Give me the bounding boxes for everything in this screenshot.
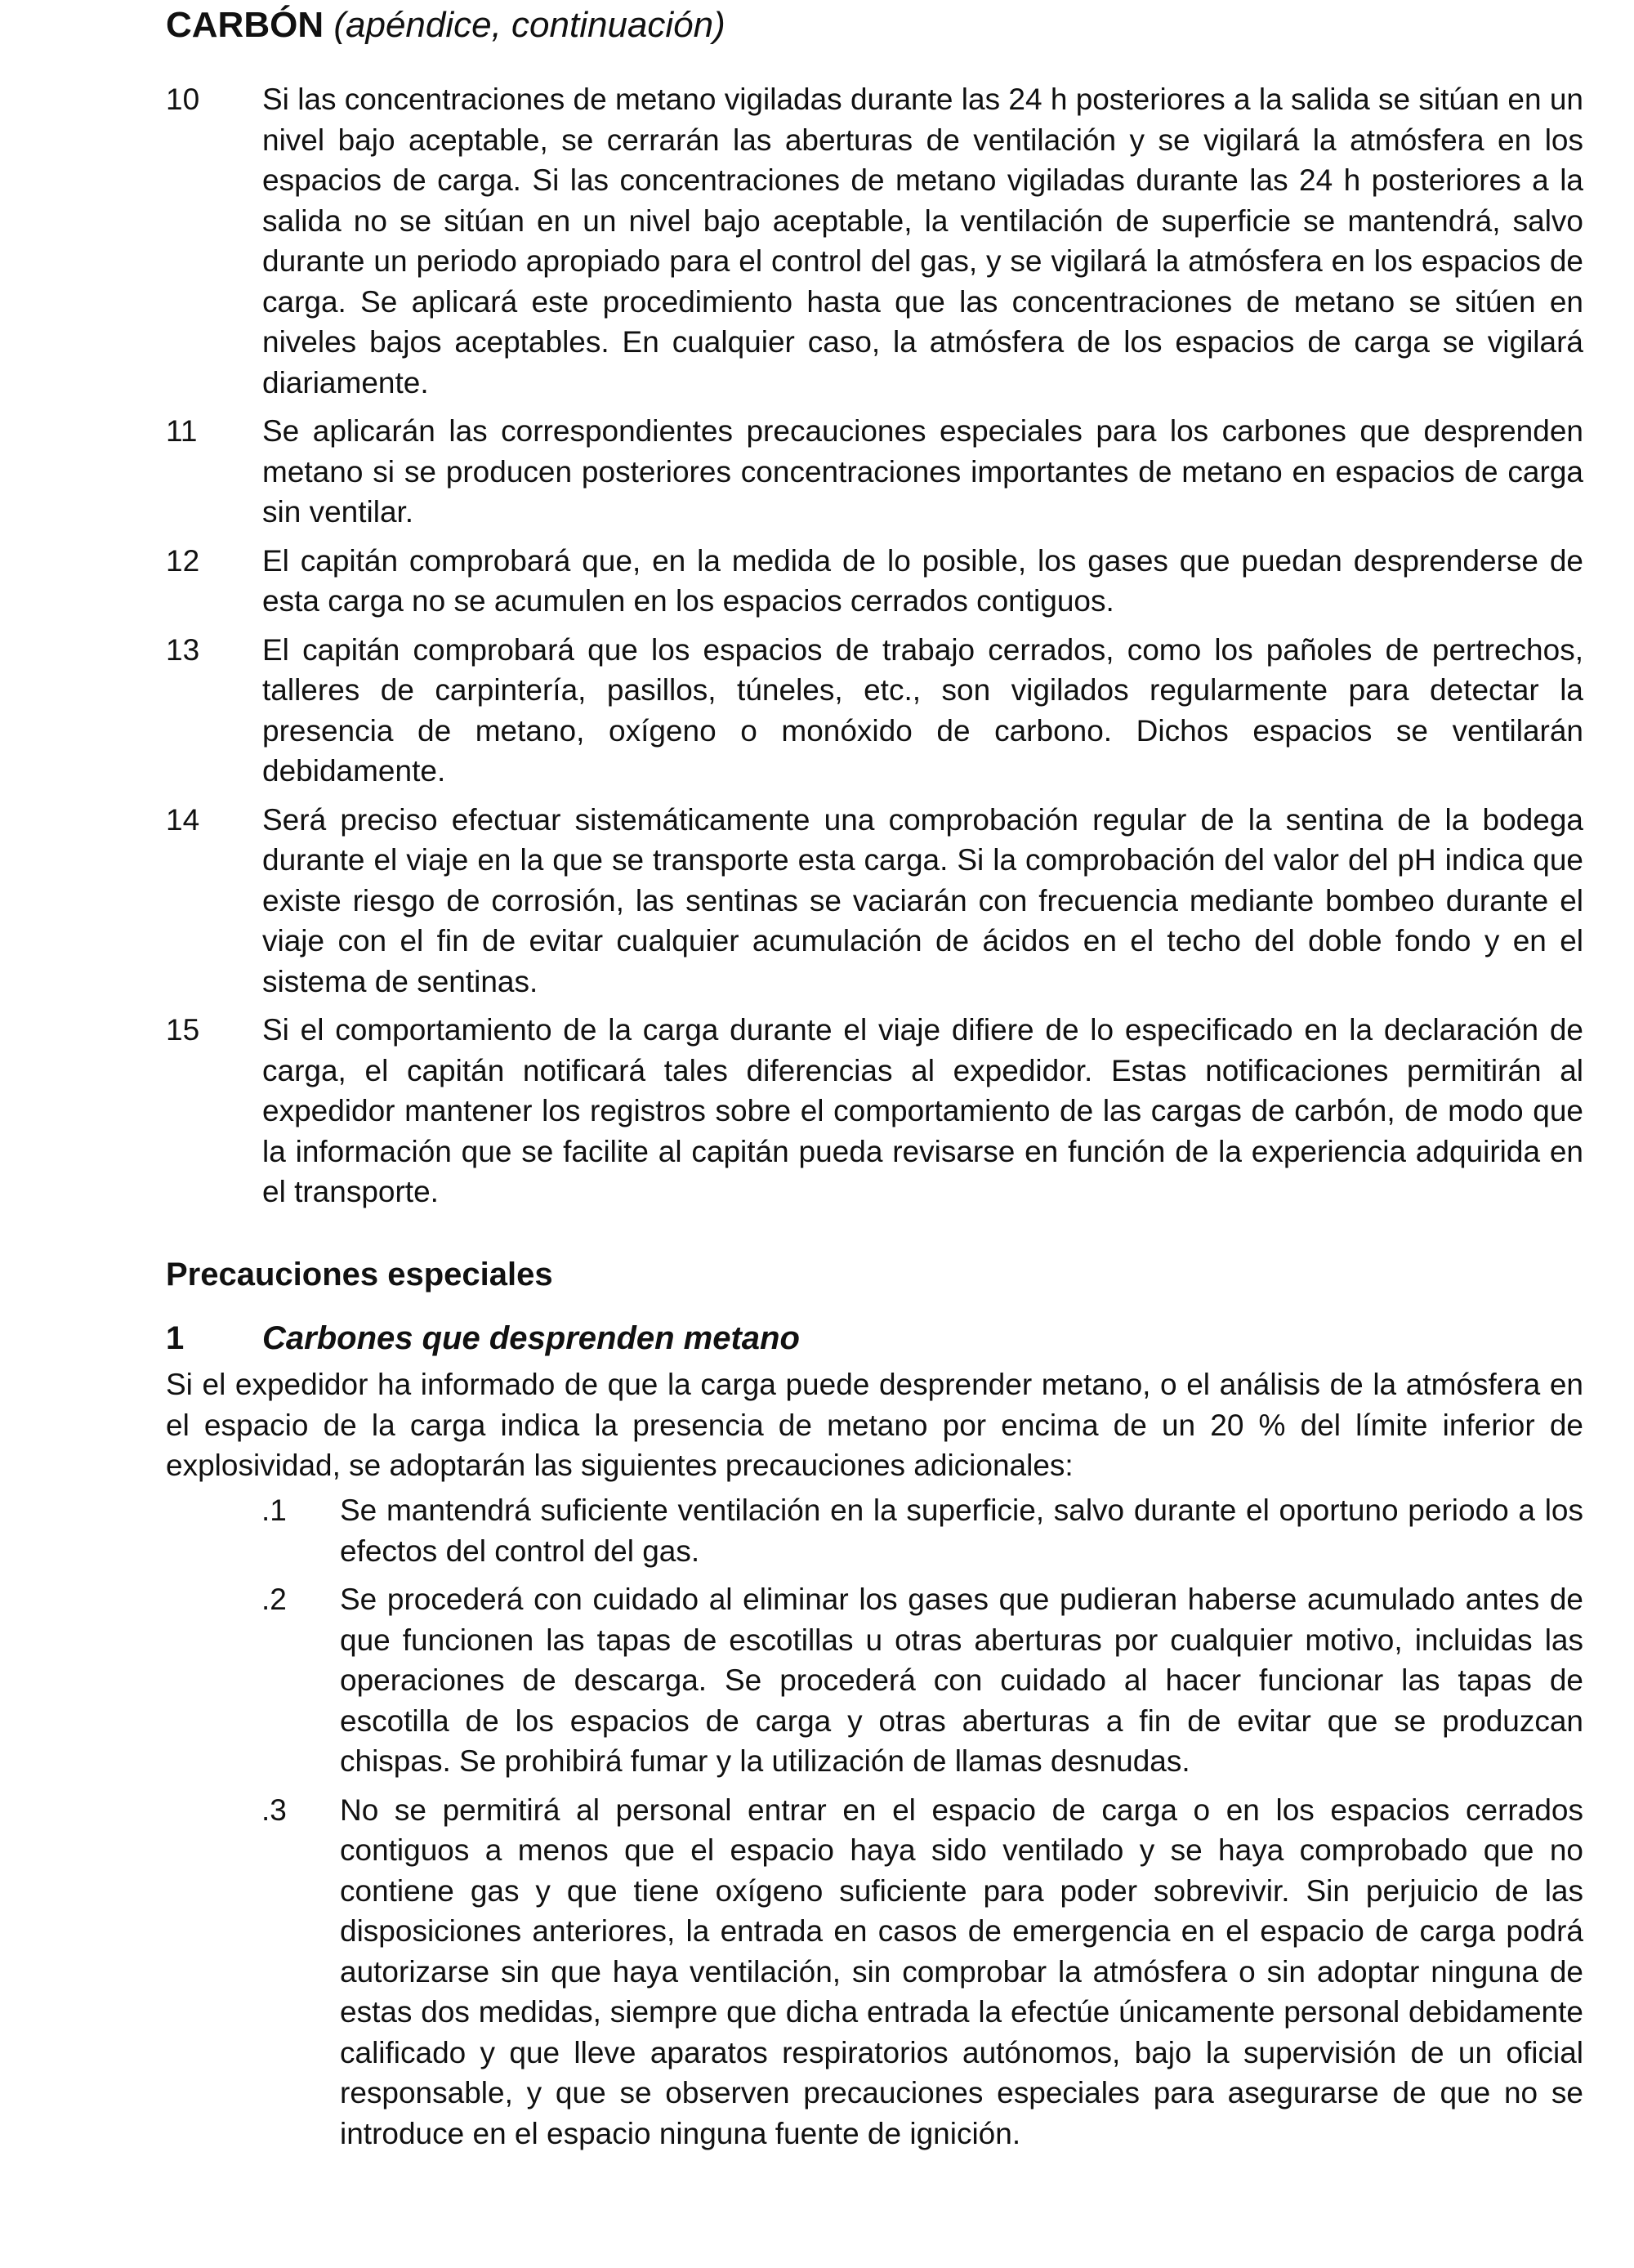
subsection-intro: Si el expedidor ha informado de que la carga puede desprender metano, o el análisis de la atmósfera en el espacio de la carga indica la presencia de metano por encima de un 20 % del límite inferior de explosividad, se adoptarán las siguientes precauciones adicionales: (166, 1368, 1583, 1482)
page-header (166, 0, 725, 51)
precaution-number: .2 (261, 1583, 287, 1616)
subsection-number: 1 (166, 1320, 185, 1356)
subsection-title: Carbones que desprenden metano (262, 1320, 800, 1356)
paragraph-text: El capitán comprobará que los espacios de trabajo cerrados, como los pañoles de pertrechos, talleres de carpintería, pasillos, túneles, etc., son vigilados regularmente para detectar la presencia de metano, oxígeno o monóxido de carbono. Dichos espacios se ventilarán debidamente. (262, 632, 1583, 788)
paragraph-number: 11 (166, 414, 198, 448)
paragraph-number: 10 (166, 83, 200, 116)
paragraph-number: 12 (166, 543, 200, 578)
paragraph-text: Si las concentraciones de metano vigiladas durante las 24 h posteriores a la salida se sitúan en un nivel bajo aceptable, se cerrarán las aberturas de ventilación y se vigilará la atmósfera en los espacios de carga. Si las concentraciones de metano vigiladas durante las 24 h posteriores a la salida no se sitúan en un nivel bajo aceptable, la ventilación de superficie se mantendrá, salvo durante un periodo apropiado para el control del gas, y se vigilará la atmósfera en los espacios de carga. Se aplicará este procedimiento hasta que las concentraciones de metano se sitúen en niveles bajos aceptables. En cualquier caso, la atmósfera de los espacios de carga se vigilará diariamente. (262, 83, 1583, 400)
precaution-number: .1 (261, 1493, 287, 1527)
precaution-item-2 (261, 1579, 1583, 1782)
precaution-item-1 (261, 1490, 1583, 1571)
paragraph-15 (166, 1010, 1583, 1212)
precaution-text: Se mantendrá suficiente ventilación en la superficie, salvo durante el oportuno periodo a los efectos del control del gas. (340, 1493, 1583, 1568)
paragraph-text: El capitán comprobará que, en la medida de lo posible, los gases que puedan desprenderse de esta carga no se acumulen en los espacios cerrados contiguos. (262, 543, 1583, 618)
precaution-number: .3 (261, 1793, 287, 1827)
paragraph-10 (166, 79, 1583, 403)
paragraph-number: 13 (166, 632, 200, 667)
precaution-text: No se permitirá al personal entrar en el espacio de carga o en los espacios cerrados contiguos a menos que el espacio haya sido ventilado y se haya comprobado que no contiene gas y que tiene oxígeno suficiente para poder sobrevivir. Sin perjuicio de las disposiciones anteriores, la entrada en casos de emergencia en el espacio de carga podrá autorizarse sin que haya ventilación, sin comprobar la atmósfera o sin adoptar ninguna de estas dos medidas, siempre que dicha entrada la efectúe únicamente personal debidamente calificado y que lleve aparatos respiratorios autónomos, bajo la supervisión de un oficial responsable, y que se observen precauciones especiales para asegurarse de que no se introduce en el espacio ninguna fuente de ignición. (340, 1793, 1583, 2150)
header-title: CARBÓN (166, 5, 324, 45)
paragraph-14 (166, 800, 1583, 1002)
precaution-text: Se procederá con cuidado al eliminar los gases que pudieran haberse acumulado antes de que funcionen las tapas de escotillas u otras aberturas por cualquier motivo, incluidas las operaciones de descarga. Se procederá con cuidado al hacer funcionar las tapas de escotilla de los espacios de carga y otras aberturas a fin de evitar que se produzcan chispas. Se prohibirá fumar y la utilización de llamas desnudas. (340, 1583, 1583, 1778)
paragraph-text: Si el comportamiento de la carga durante el viaje difiere de lo especificado en la declaración de carga, el capitán notificará tales diferencias al expedidor. Estas notificaciones permitirán al expedidor mantener los registros sobre el comportamiento de las cargas de carbón, de modo que la información que se facilite al capitán pueda revisarse en función de la experiencia adquirida en el transporte. (262, 1013, 1583, 1208)
paragraph-text: Se aplicarán las correspondientes precauciones especiales para los carbones que desprenden metano si se producen posteriores concentraciones importantes de metano en espacios de carga sin ventilar. (262, 414, 1583, 529)
paragraph-13 (166, 630, 1583, 792)
paragraph-12 (166, 541, 1583, 622)
paragraph-number: 15 (166, 1013, 200, 1047)
paragraph-text: Será preciso efectuar sistemáticamente una comprobación regular de la sentina de la bodega durante el viaje en la que se transporte esta carga. Si la comprobación del valor del pH indica que existe riesgo de corrosión, las sentinas se vaciarán con frecuencia mediante bombeo durante el viaje con el fin de evitar cualquier acumulación de ácidos en el techo del doble fondo y en el sistema de sentinas. (262, 802, 1583, 998)
section-heading: Precauciones especiales (166, 1257, 553, 1292)
header-subtitle: (apéndice, continuación) (333, 5, 725, 45)
paragraph-11 (166, 411, 1583, 533)
precaution-item-3 (261, 1790, 1583, 2154)
paragraph-number: 14 (166, 802, 200, 837)
numbered-paragraph-list (166, 79, 1583, 1221)
precaution-list (261, 1490, 1583, 2162)
